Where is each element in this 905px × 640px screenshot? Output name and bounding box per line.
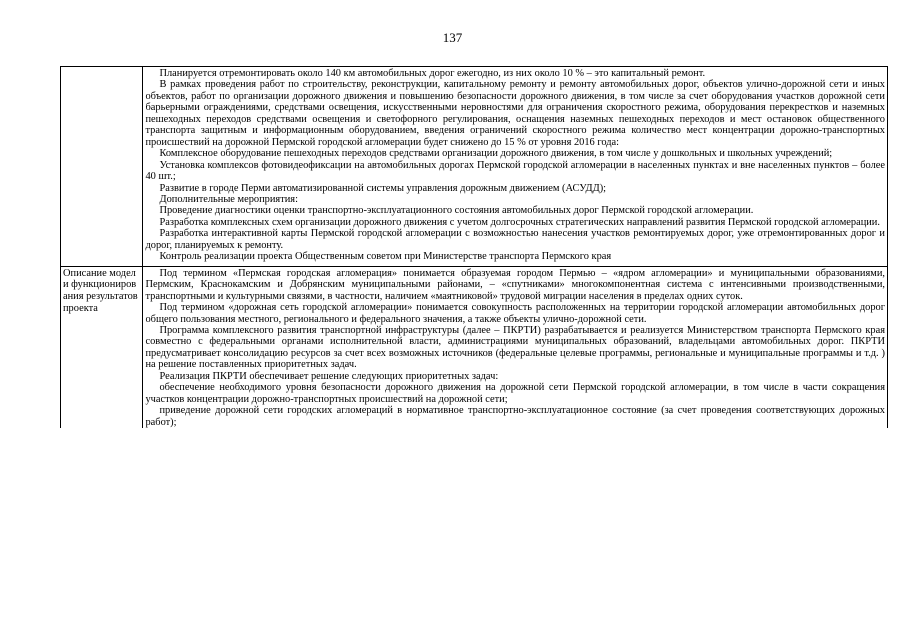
paragraph: Под термином «дорожная сеть городской агломерации» понимается совокупность расположенных на территории городской агломерации автомобильных дорог общего пользования местного, регионального и федерального значения, а также объекты улично-дорожной сети. <box>145 302 885 325</box>
paragraph: Комплексное оборудование пешеходных переходов средствами организации дорожного движения, в том числе у дошкольных и школьных учреждений; <box>159 148 833 160</box>
row-label-cell <box>61 67 143 267</box>
document-table <box>60 66 888 428</box>
page-number: 137 <box>442 30 463 45</box>
table-row <box>61 67 888 267</box>
paragraph: Программа комплексного развития транспортной инфраструктуры (далее – ПКРТИ) разрабатывается и реализуется Министерством транспорта Пермского края совместно с федеральными органами исполнительной власти, администрациями муниципальных образований, владельцами автомобильных дорог. ПКРТИ предусматривает консолидацию ресурсов за счет всех возможных источников (федеральные целевые программы, региональные и муниципальные программы и т.д. ) на решение поставленных приоритетных задач. <box>145 324 885 371</box>
row-content-cell <box>143 67 888 267</box>
paragraph: Разработка интерактивной карты Пермской городской агломерации с возможностью нанесения участков ремонтируемых дорог, уже отремонтированных дорог и дорог, планируемых к ремонту. <box>145 228 885 251</box>
paragraph: Проведение диагностики оценки транспортно-эксплуатационного состояния автомобильных дорог Пермской городской агломерации. <box>159 205 754 217</box>
paragraph: приведение дорожной сети городских агломераций в нормативное транспортно-эксплуатационное состояние (за счет проведения соответствующих дорожных работ); <box>145 405 885 428</box>
paragraph: Под термином «Пермская городская агломерация» понимается образуемая городом Пермью – «ядром агломерации» и муниципальными образованиями, Пермским, Краснокамским и Добрянским муниципальными районами, – «спутниками» многокомпонентная система с интенсивными производственными, транспортными и культурными связями, в частности, наличием «маятниковой» трудовой миграции населения в пределах одних суток. <box>145 267 885 302</box>
paragraph: Дополнительные мероприятия: <box>159 193 298 205</box>
paragraph: Установка комплексов фотовидеофиксации на автомобильных дорогах Пермской городской агломерации в населенных пунктах и вне населенных пунктов – более 40 шт.; <box>145 159 885 183</box>
paragraph: Планируется отремонтировать около 140 км автомобильных дорог ежегодно, из них около 10 % – это капитальный ремонт. <box>159 68 706 79</box>
paragraph: Реализация ПКРТИ обеспечивает решение следующих приоритетных задач: <box>159 370 499 382</box>
table-row <box>61 266 888 428</box>
row-label-cell: Описание модели функционирования результатов проекта <box>61 266 143 428</box>
row-content-cell <box>143 266 888 428</box>
paragraph: Контроль реализации проекта Общественным советом при Министерстве транспорта Пермского края <box>159 251 612 263</box>
paragraph: Развитие в городе Перми автоматизированной системы управления дорожным движением (АСУДД); <box>159 182 607 194</box>
paragraph: В рамках проведения работ по строительству, реконструкции, капитальному ремонту и ремонту автомобильных дорог, объектов улично-дорожной сети и иных объектов, работ по организации дорожного движения и повышению безопасности дорожного движения, в том числе за счет оборудования участков дорожной сети барьерными ограждениями, средствами освещения, искусственными неровностями для ограничения скоростного режима, оборудования перекрестков и наземных пешеходных переходов средствами освещения и светофорного регулирования, оснащения наземных пешеходных переходов и мест остановок общественного транспорта защитным и информационным оборудованием, введения ограничений скоростного режима количество мест концентрации дорожно-транспортных происшествий на дорожной Пермской городской агломерации будет снижено до 15 % от уровня 2016 года: <box>145 79 885 148</box>
paragraph: обеспечение необходимого уровня безопасности дорожного движения на дорожной сети Пермской городской агломерации, в том числе в части сокращения участков концентрации дорожно-транспортных происшествий на дорожной сети; <box>145 382 885 405</box>
paragraph: Разработка комплексных схем организации дорожного движения с учетом долгосрочных стратегических направлений развития Пермской городской агломерации. <box>159 216 880 228</box>
